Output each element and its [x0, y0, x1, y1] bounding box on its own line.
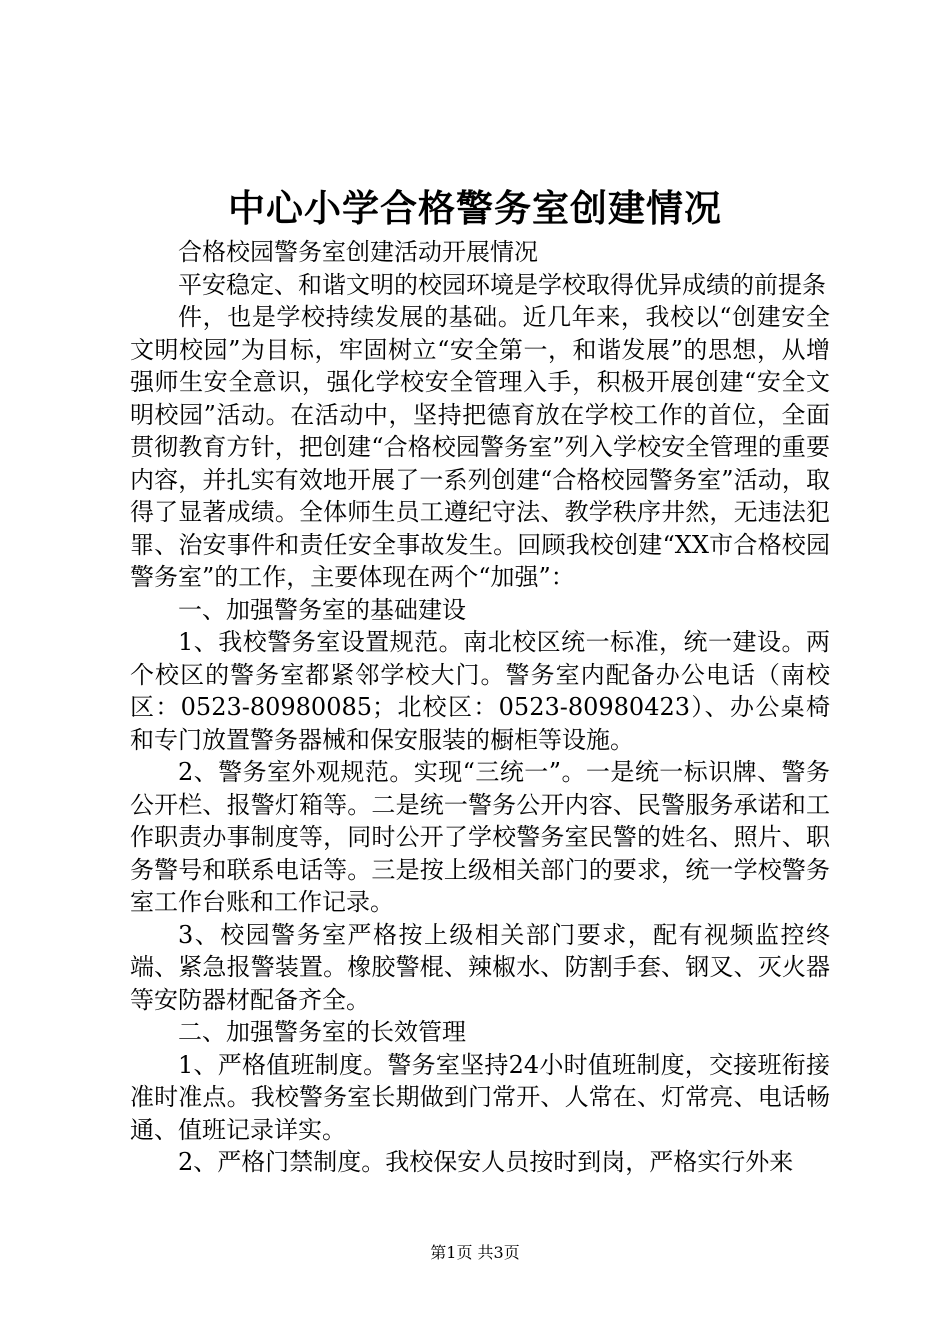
paragraph-background: 件，也是学校持续发展的基础。近几年来，我校以“创建安全文明校园”为目标，牢固树立“安全第一，和谐发展”的思想，从增强师生安全意识，强化学校安全管理入手，积极开展创建“安全文明校园”活动。在活动中，坚持把德育放在学校工作的首位，全面贯彻教育方针，把创建“合格校园警务室”列入学校安全管理的重要内容，并扎实有效地开展了一系列创建“合格校园警务室”活动，取得了显著成绩。全体师生员工遵纪守法、教学秩序井然，无违法犯罪、治安事件和责任安全事故发生。回顾我校创建“XX市合格校园警务室”的工作，主要体现在两个“加强”： [130, 303, 830, 591]
section-heading-2: 二、加强警务室的长效管理 [178, 1018, 466, 1046]
paragraph-item-1-3: 3、校园警务室严格按上级相关部门要求，配有视频监控终端、紧急报警装置。橡胶警棍、辣椒水、防割手套、钢叉、灭火器等安防器材配备齐全。 [130, 920, 830, 1014]
paragraph-item-1-1: 1、我校警务室设置规范。南北校区统一标准，统一建设。两个校区的警务室都紧邻学校大门。警务室内配备办公电话（南校区：0523-80980085；北校区：0523-80980423）、办公桌椅和专门放置警务器械和保安服装的橱柜等设施。 [130, 628, 830, 754]
page-number-footer: 第1页 共3页 [430, 1243, 520, 1262]
section-heading-1: 一、加强警务室的基础建设 [178, 595, 466, 624]
paragraph-item-2-1: 1、严格值班制度。警务室坚持24小时值班制度，交接班衔接准时准点。我校警务室长期做到门常开、人常在、灯常亮、电话畅通、值班记录详实。 [130, 1050, 830, 1144]
paragraph-intro: 平安稳定、和谐文明的校园环境是学校取得优异成绩的前提条 [178, 270, 826, 299]
document-body [130, 236, 830, 1179]
paragraph-subtitle: 合格校园警务室创建活动开展情况 [178, 238, 538, 266]
document-title: 中心小学合格警务室创建情况 [228, 186, 722, 230]
paragraph-item-1-2: 2、警务室外观规范。实现“三统一”。一是统一标识牌、警务公开栏、报警灯箱等。二是统一警务公开内容、民警服务承诺和工作职责办事制度等，同时公开了学校警务室民警的姓名、照片、职务警号和联系电话等。三是按上级相关部门的要求，统一学校警务室工作台账和工作记录。 [130, 758, 830, 916]
paragraph-item-2-2: 2、严格门禁制度。我校保安人员按时到岗，严格实行外来 [178, 1148, 794, 1176]
